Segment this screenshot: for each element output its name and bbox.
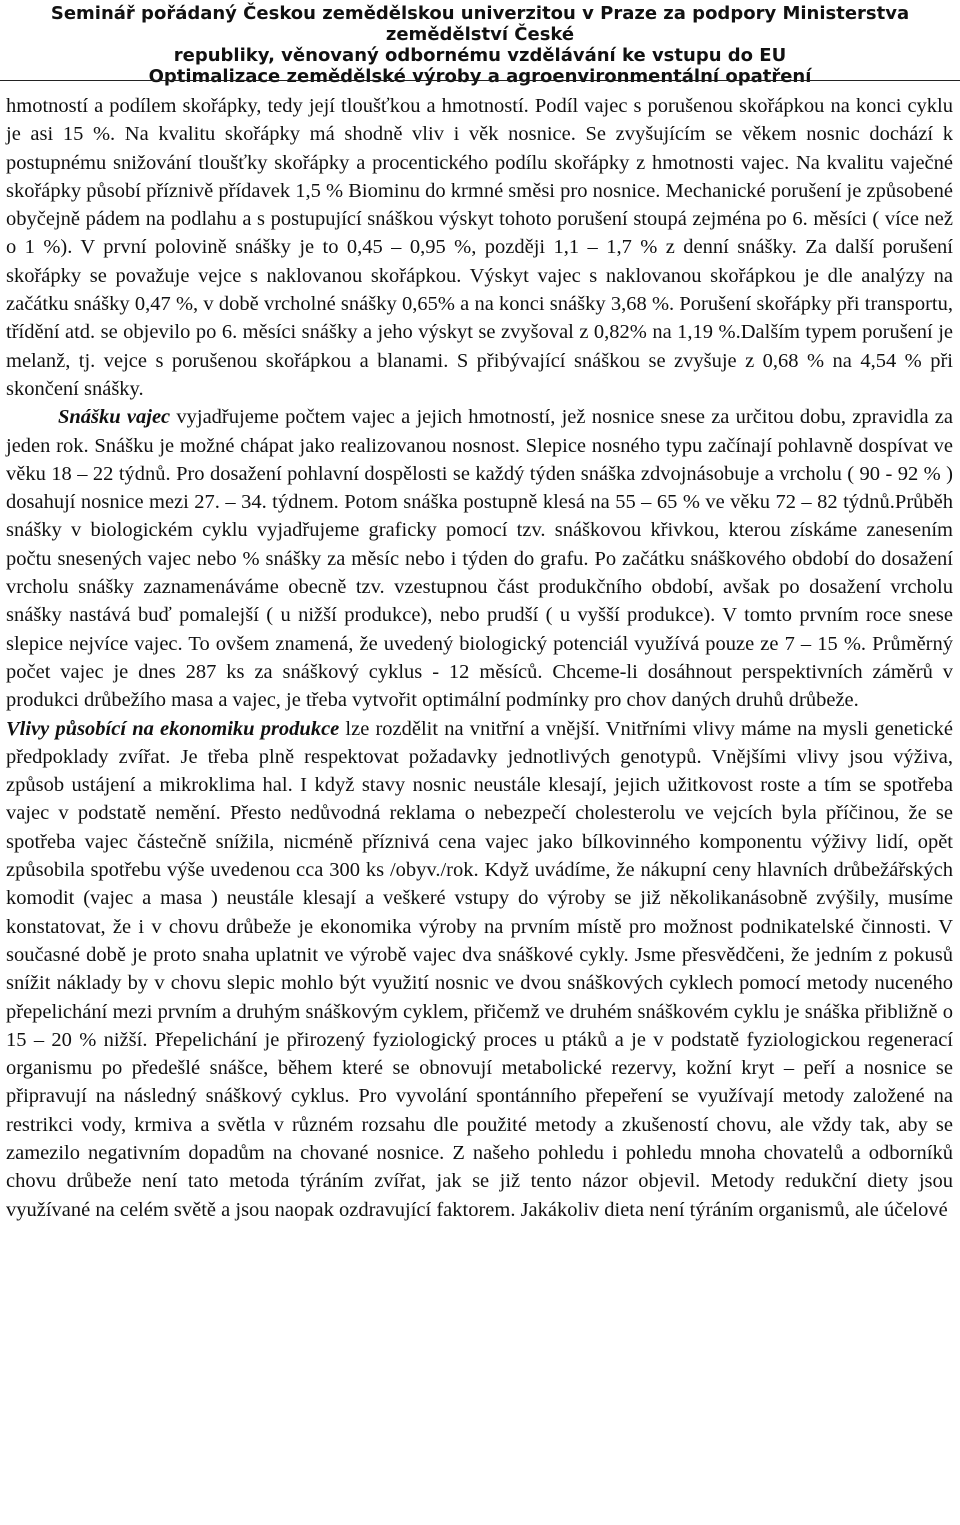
header-line-3: Optimalizace zemědělské výroby a agroenvironmentální opatření — [148, 66, 812, 87]
paragraph-eggshell-quality: hmotností a podílem skořápky, tedy její tloušťkou a hmotností. Podíl vajec s porušenou skořápkou na konci cyklu je asi 15 %. Na kvalitu skořápky má shodně vliv i věk nosnice. Se zvyšujícím se věkem nosnic dochází k postupnému snižování tloušťky skořápky a procentického podílu skořápky z hmotnosti vajec. Na kvalitu vaječné skořápky působí příznivě přídavek 1,5 % Biominu do krmné směsi pro nosnice. Mechanické porušení je způsobené obyčejně pádem na podlahu a s postupující snáškou výskyt tohoto porušení stoupá zejména po 6. měsíci ( více než o 1 %). V první polovině snášky je to 0,45 – 0,95 %, později 1,1 – 1,7 % z denní snášky. Za další porušení skořápky se považuje vejce s naklovanou skořápkou. Výskyt vajec s naklovanou skořápkou je dle analýzy na začátku snášky 0,47 %, v době vrcholné snášky 0,65% a na konci snášky 3,68 %. Porušení skořápky při transportu, třídění atd. se objevilo po 6. měsíci snášky a jeho výskyt se zvyšoval z 0,82% na 1,19 %.Dalším typem porušení je melanž, tj. vejce s porušenou skořápkou a blanami. S přibývající snáškou se zvyšuje z 0,68 % na 4,54 % při skončení snášky. — [6, 95, 953, 400]
term-egg-laying: Snášku vajec — [58, 406, 171, 429]
header-line-1: Seminář pořádaný Českou zemědělskou univerzitou v Praze za podpory Ministerstva zemědělství České — [50, 3, 910, 45]
paragraph-egg-laying — [6, 403, 953, 714]
paragraph-egg-laying-text: vyjadřujeme počtem vajec a jejich hmotností, jež nosnice snese za určitou dobu, zpravidla za jeden rok. Snášku je možné chápat jako realizovanou nosnost. Slepice nosného typu začínají pohlavně dospívat ve věku 18 – 22 týdnů. Pro dosažení pohlavní dospělosti se každý týden snáška zdvojnásobuje a vrcholu ( 90 - 92 % ) dosahují nosnice mezi 27. – 34. týdnem. Potom snáška postupně klesá na 55 – 65 % ve věku 72 – 82 týdnů.Průběh snášky v biologickém cyklu vyjadřujeme graficky pomocí tzv. snáškovou křivkou, kterou získáme zanesením počtu snesených vajec nebo % snášky za měsíc nebo i týden do grafu. Po začátku snáškového období do dosažení vrcholu snášky zaznamenáváme obecně tzv. vzestupnou část produkčního období, avšak po dosažení vrcholu snášky nastává buď pomalejší ( u nižší produkce), nebo prudší ( u vyšší produkce). V tomto prvním roce snese slepice nejvíce vajec. To ovšem znamená, že uvedený biologický potenciál využívá pouze ze 7 – 15 %. Průměrný počet vajec je dnes 287 ks za snáškový cyklus - 12 měsíců. Chceme-li dosáhnout perspektivních záměrů v produkci drůbežího masa a vajec, je třeba vytvořit optimální podmínky pro chov daných druhů drůbeže. — [6, 406, 953, 712]
term-production-economics: Vlivy působící na ekonomiku produkce — [6, 717, 340, 740]
paragraph-production-economics — [6, 715, 953, 1224]
header-divider — [0, 80, 960, 81]
header-line-2: republiky, věnovaný odbornému vzdělávání ke vstupu do EU — [173, 45, 787, 66]
body-text — [6, 92, 953, 1224]
seminar-header — [0, 0, 960, 87]
paragraph-production-economics-text: lze rozdělit na vnitřní a vnější. Vnitřními vlivy máme na mysli genetické předpoklady zvířat. Je třeba plně respektovat požadavky jednotlivých genotypů. Vnějšími vlivy jsou výživa, způsob ustájení a mikroklima hal. I když stavy nosnic neustále klesají, jejich užitkovost roste a tím se spotřeba vajec v podstatě nemění. Přesto nedůvodná reklama o nebezpečí cholesterolu ve vejcích byla příčinou, že se spotřeba vajec částečně snížila, nicméně příznivá cena vajec jako bílkovinného komponentu výživy lidí, opět způsobila spotřebu výše uvedenou cca 300 ks /obyv./rok. Když uvádíme, že nákupní ceny hlavních drůbežářských komodit (vajec a masa ) neustále klesají a veškeré vstupy do výroby se již několikanásobně zvýšily, musíme konstatovat, že i v chovu drůbeže je ekonomika výroby na prvním místě pro možnost podnikatelské činnosti. V současné době je proto snaha uplatnit ve výrobě vajec dva snáškové cykly. Jsme přesvědčeni, že jedním z pokusů snížit náklady by v chovu slepic mohlo být využití nosnic ve dvou snáškových cyklech pomocí metody nuceného přepelichání mezi prvním a druhým snáškovým cyklem, přičemž ve druhém snáškovém cyklu je snáška přibližně o 15 – 20 % nižší. Přepelichání je přirozený fyziologický proces u ptáků a je v podstatě fyziologickou regenerací organismu po předešlé snášce, během které se obnovují metabolické rezervy, kožní kryt – peří a nosnice se připravují na následný snáškový cyklus. Pro vyvolání spontánního přepeření se využívají metody založené na restrikci vody, krmiva a světla v různém rozsahu dle použité metody a zkušeností chovu, ale vždy tak, aby se zamezilo negativním dopadům na chované nosnice. Z našeho pohledu i pohledu mnoha chovatelů a odborníků chovu drůbeže není tato metoda týráním zvířat, jak se již tento názor objevil. Metody redukční diety jsou využívané na celém světě a jsou naopak ozdravující faktorem. Jakákoliv dieta není týráním organismů, ale účelové — [6, 717, 953, 1221]
